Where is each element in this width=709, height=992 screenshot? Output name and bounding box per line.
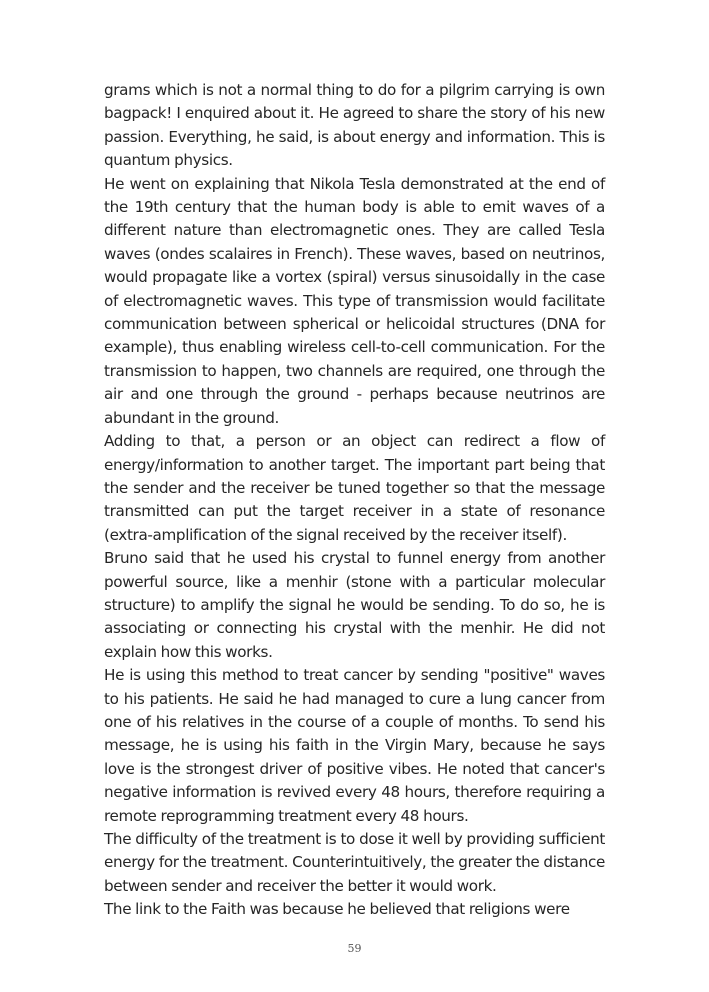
paragraph-5: He is using this method to treat cancer by sending "positive" waves to his patients. He said he had managed to cure a lung cancer from one of his relatives in the course of a couple of months. To send his message, he is using his faith in the Virgin Mary, because he says love is the strongest driver of positive vibes. He noted that cancer's negative information is revived every 48 hours, therefore requiring a remote reprogramming treatment every 48 hours. xyxy=(104,666,605,825)
paragraph-1: grams which is not a normal thing to do for a pilgrim carrying is own bagpack! I enquired about it. He agreed to share the story of his new passion. Everything, he said, is about energy and information. This is quantum physics. xyxy=(104,81,605,170)
paragraph-3: Adding to that, a person or an object can redirect a flow of energy/information to another target. The important part being that the sender and the receiver be tuned together so that the message transmitted can put the target receiver in a state of resonance (extra-amplification of the signal received by the receiver itself). xyxy=(104,432,605,544)
paragraph-4: Bruno said that he used his crystal to funnel energy from another powerful source, like a menhir (stone with a particular molecular structure) to amplify the signal he would be sending. To do so, he is associating or connecting his crystal with the menhir. He did not explain how this works. xyxy=(104,549,605,661)
paragraph-2: He went on explaining that Nikola Tesla demonstrated at the end of the 19th century that the human body is able to emit waves of a different nature than electromagnetic ones. They are called Tesla waves (ondes scalaires in French). These waves, based on neutrinos, would propagate like a vortex (spiral) versus sinusoidally in the case of electromagnetic waves. This type of transmission would facilitate communication between spherical or helicoidal structures (DNA for example), thus enabling wireless cell-to-cell communication. For the transmission to happen, two channels are required, one through the air and one through the ground - perhaps because neutrinos are abundant in the ground. xyxy=(104,174,605,427)
paragraph-6: The difficulty of the treatment is to dose it well by providing sufficient energy for the treatment. Counterintuitively, the greater the distance between sender and receiver the better it would work. xyxy=(104,830,605,895)
page-number: 59 xyxy=(347,942,362,955)
body-text xyxy=(104,79,605,922)
paragraph-7: The link to the Faith was because he believed that religions were xyxy=(104,900,570,919)
